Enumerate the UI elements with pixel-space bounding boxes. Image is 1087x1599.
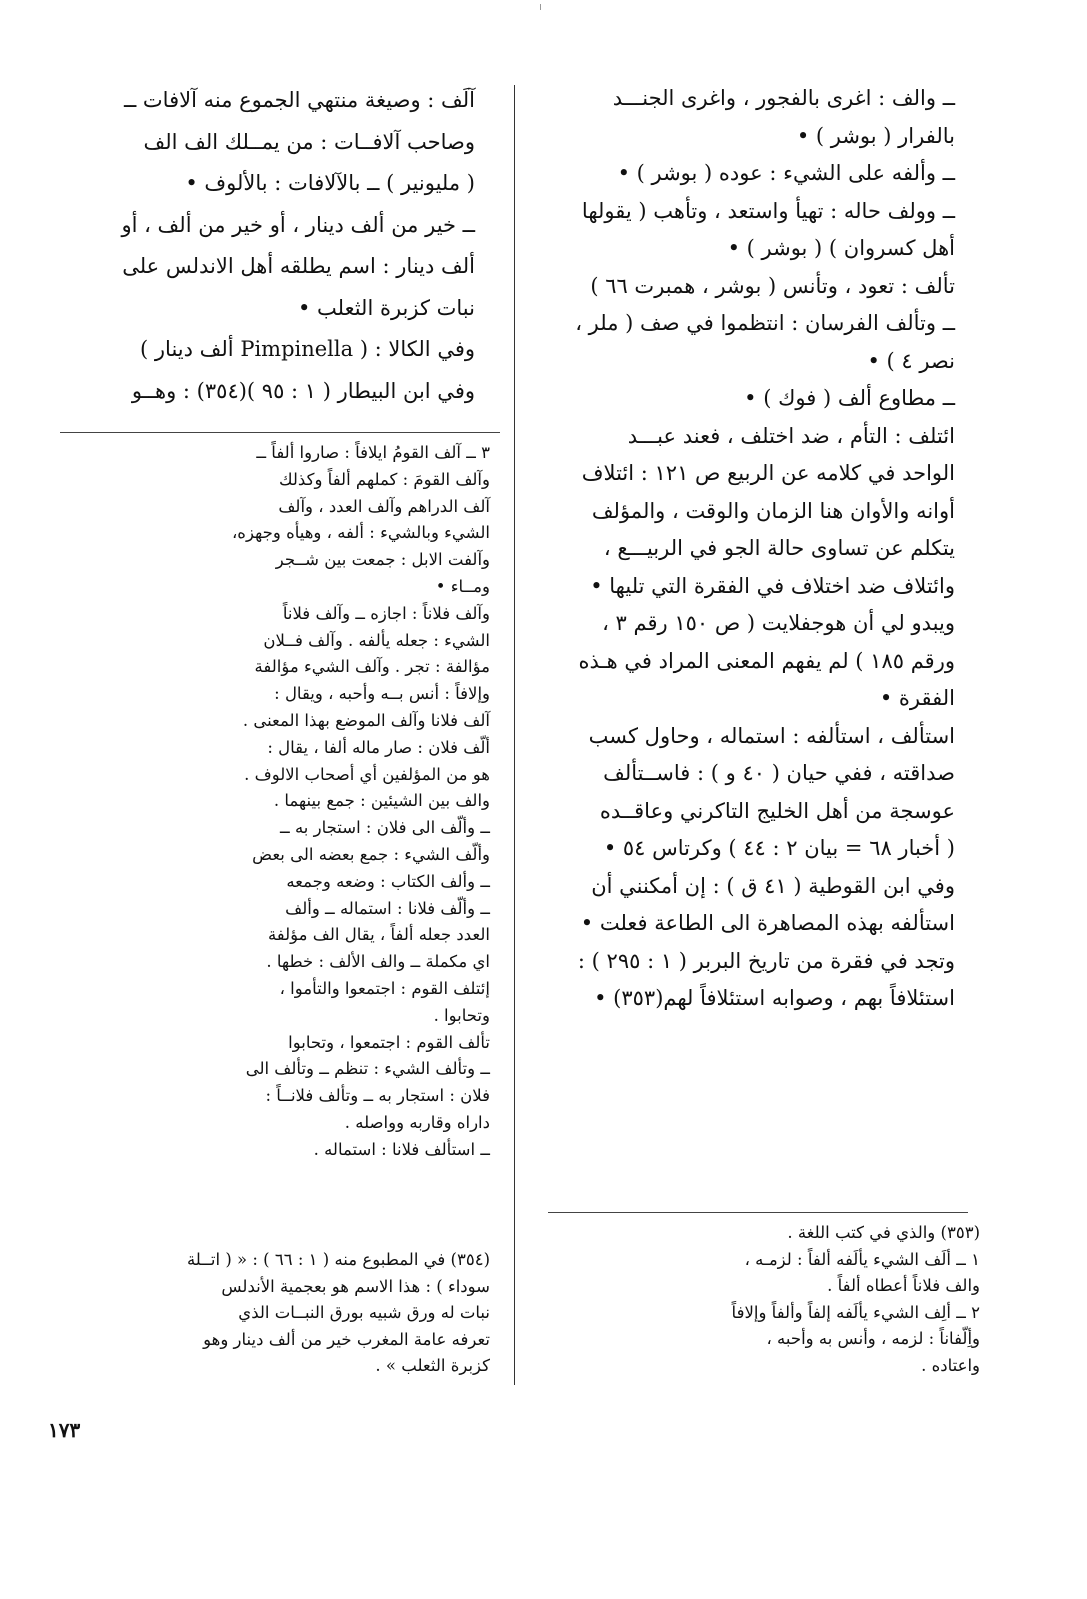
footnote-line: ــ وألّف فلانا : استماله ــ وألف xyxy=(285,898,490,918)
text-line: وائتلاف ضد اختلاف في الفقرة التي تليها • xyxy=(590,573,955,598)
footnote-line: وإلافاً : أنس بــه وأحبه ، ويقال : xyxy=(274,684,490,704)
text-line: أهل كسروان ) ( بوشر ) • xyxy=(727,236,955,260)
column-divider xyxy=(514,85,515,1385)
footnote-line: وآلفت الابل : جمعت بين شــجر xyxy=(275,550,490,570)
text-line: ورقم ١٨٥ ) لم يفهم المعنى المراد في هـذه xyxy=(578,648,955,673)
text-line: استألفه بهذه المصاهرة الى الطاعة فعلت • xyxy=(580,911,955,935)
text-line: ــ خير من ألف دينار ، أو خير من ألف ، أو xyxy=(121,212,475,237)
footnote-354 xyxy=(50,1247,490,1380)
footnote-line: فلان : استجار به ــ وتألف فلانــاً : xyxy=(265,1086,490,1106)
text-line: آلَف : وصيغة منتهي الجموع منه آلافات ــ xyxy=(123,88,475,112)
footnote-rule-left xyxy=(60,432,500,433)
text-line: ويبدو لي أن هوجفلايت ( ص ١٥٠ رقم ٣ ، xyxy=(602,611,955,635)
text-line: صداقته ، ففي حيان ( ٤٠ و ) : فاســتألف xyxy=(603,761,955,785)
footnote-block-left xyxy=(50,440,490,1164)
footnote-line: واعتاده . xyxy=(921,1355,980,1375)
footnote-line: ــ استألف فلانا : استماله . xyxy=(313,1139,490,1159)
text-line: وتجد في فقرة من تاريخ البربر ( ١ : ٢٩٥ ) : xyxy=(577,948,955,973)
footnote-line: تعرفه عامة المغرب خير من ألف دينار وهو xyxy=(203,1329,490,1349)
text-line: ( أخبار ٦٨ = بيان ٢ : ٤٤ ) وكرتاس ٥٤ • xyxy=(603,836,955,860)
footnote-line: وتحابوا . xyxy=(433,1005,490,1025)
text-line: وفي الكالا : ( Pimpinella ألف دينار ) xyxy=(140,337,475,361)
text-line: ــ والف : اغرى بالفجور ، واغرى الجنـــد xyxy=(612,86,955,110)
footnote-rule-right xyxy=(548,1212,968,1213)
footnote-line: ٢ ــ ألِف الشيء يألَفه إلفاً وألفاً وإلافاً xyxy=(731,1302,980,1322)
text-line: الواحد في كلامه عن الربيع ص ١٢١ : ائتلاف xyxy=(581,461,955,485)
left-column xyxy=(95,80,475,412)
text-line: ــ وتألف الفرسان : انتظموا في صف ( ملر ، xyxy=(575,311,955,335)
text-line: نبات كزبرة الثعلب • xyxy=(297,295,475,320)
footnote-line: ١ ــ ألَف الشيء يألَفه ألفاً : لزمـه ، xyxy=(744,1249,980,1269)
text-line: ــ مطاوع ألف ( فوك ) • xyxy=(744,386,955,410)
footnote-line: ــ وتألف الشيء : تنظم ــ وتألف الى xyxy=(245,1059,490,1079)
text-line: استألف ، استألفه : استماله ، وحاول كسب xyxy=(588,723,955,748)
footnote-line: العدد جعله ألفاً ، يقال الف مؤلفة xyxy=(267,925,490,945)
text-line: وفي ابن البيطار ( ١ : ٩٥ )(٣٥٤) : وهــو xyxy=(131,378,475,403)
footnote-line: تألف القوم : اجتمعوا ، وتحابوا xyxy=(288,1032,490,1052)
text-line: أوانه والأوان هنا الزمان والوقت ، والمؤلف xyxy=(591,498,955,523)
footnote-line: إئتلف القوم : اجتمعوا والتأموا ، xyxy=(279,978,490,998)
text-line: بالفرار ( بوشر ) • xyxy=(796,123,955,148)
footnote-line: (٣٥٣) والذي في كتب اللغة . xyxy=(787,1223,980,1242)
right-column xyxy=(535,80,955,1018)
page-number: ١٧٣ xyxy=(48,1418,81,1442)
footnote-line: والف بين الشيئين : جمع بينهما . xyxy=(273,791,490,811)
footnote-line: ٣ ــ آلف القومُ ايلافاً : صاروا ألفاً ــ xyxy=(256,443,490,462)
footnote-line: وأِلّفاناً : لزمه ، وأنس به وأحبه ، xyxy=(766,1329,980,1348)
footnote-line: هو من المؤلفين أي أصحاب الالوف . xyxy=(244,764,490,784)
footnote-353 xyxy=(535,1220,980,1379)
text-line: تألف : تعود ، وتأنس ( بوشر ، همبرت ٦٦ ) xyxy=(590,273,955,298)
text-line: نصر ٤ ) • xyxy=(867,348,955,373)
text-line: وفي ابن القوطية ( ٤١ ق ) : إن أمكنني أن xyxy=(591,873,955,898)
footnote-line: وألّف الشيء : جمع بعضه الى بعض xyxy=(252,844,490,864)
text-line: ( مليونير ) ــ بالآلافات : بالألوف • xyxy=(185,171,475,195)
footnote-line: مؤالفة : تجر . وآلف الشيء مؤالفة xyxy=(254,657,490,677)
footnote-line: وآلف القومَ : كملهم ألفاً وكذلك xyxy=(279,469,490,489)
footnote-line: آلف الدراهم وآلف العدد ، وآلف xyxy=(278,496,490,516)
footnote-line: ــ وألّف الى فلان : استجار به ــ xyxy=(280,818,490,838)
footnote-line: اي مكملة ــ والف الألف : خطها . xyxy=(266,952,490,972)
text-line: ائتلف : التأم ، ضد اختلف ، فعند عبـــد xyxy=(627,423,955,448)
text-line: ألف دينار : اسم يطلقه أهل الاندلس على xyxy=(122,254,475,278)
footnote-line: والف فلاناً أعطاه ألفاً . xyxy=(827,1276,980,1295)
footnote-line: الشيء : جعله يألفه . وآلف فــلان xyxy=(263,630,490,650)
scan-mark xyxy=(540,4,541,10)
footnote-line: كزبرة الثعلب » . xyxy=(375,1356,490,1375)
text-line: ــ وولف حاله : تهيأ واستعد ، وتأهب ( يقولها xyxy=(581,198,955,223)
text-line: عوسجة من أهل الخليج التاكرني وعاقــده xyxy=(599,798,955,823)
text-line: استئلافاً بهم ، وصوابه استئلافاً لهم(٣٥٣) • xyxy=(594,986,955,1010)
footnote-line: ــ وألف الكتاب : وضعه وجمعه xyxy=(286,871,490,891)
text-line: يتكلم عن تساوى حالة الجو في الربيـــع ، xyxy=(603,536,955,560)
footnote-line: ومــاء • xyxy=(435,576,490,596)
footnote-line: وآلف فلاناً : اجازه ــ وآلف فلاناً xyxy=(282,603,490,623)
text-line: ــ وألفه على الشيء : عوده ( بوشر ) • xyxy=(617,161,955,185)
footnote-line: ألّف فلان : صار ماله ألفا ، يقال : xyxy=(267,737,490,757)
footnote-line: نبات له ورق شبيه بورق النبــات الذي xyxy=(238,1303,490,1322)
footnote-line: سوداء ) : هذا الاسم هو بعجمية الأندلس xyxy=(221,1276,490,1296)
text-line: الفقرة • xyxy=(879,686,955,710)
footnote-line: آلف فلانا وآلف الموضع بهذا المعنى . xyxy=(242,710,490,730)
footnote-line: (٣٥٤) في المطبوع منه ( ١ : ٦٦ ) : « ( اتــلة xyxy=(186,1250,490,1269)
footnote-line: داراه وقاربه وواصله . xyxy=(344,1112,490,1132)
text-line: وصاحب آلافــات : من يمــلك الف الف xyxy=(143,129,475,154)
footnote-line: الشيء وبالشيء : ألفه ، وهيأه وجهزه، xyxy=(231,523,490,543)
